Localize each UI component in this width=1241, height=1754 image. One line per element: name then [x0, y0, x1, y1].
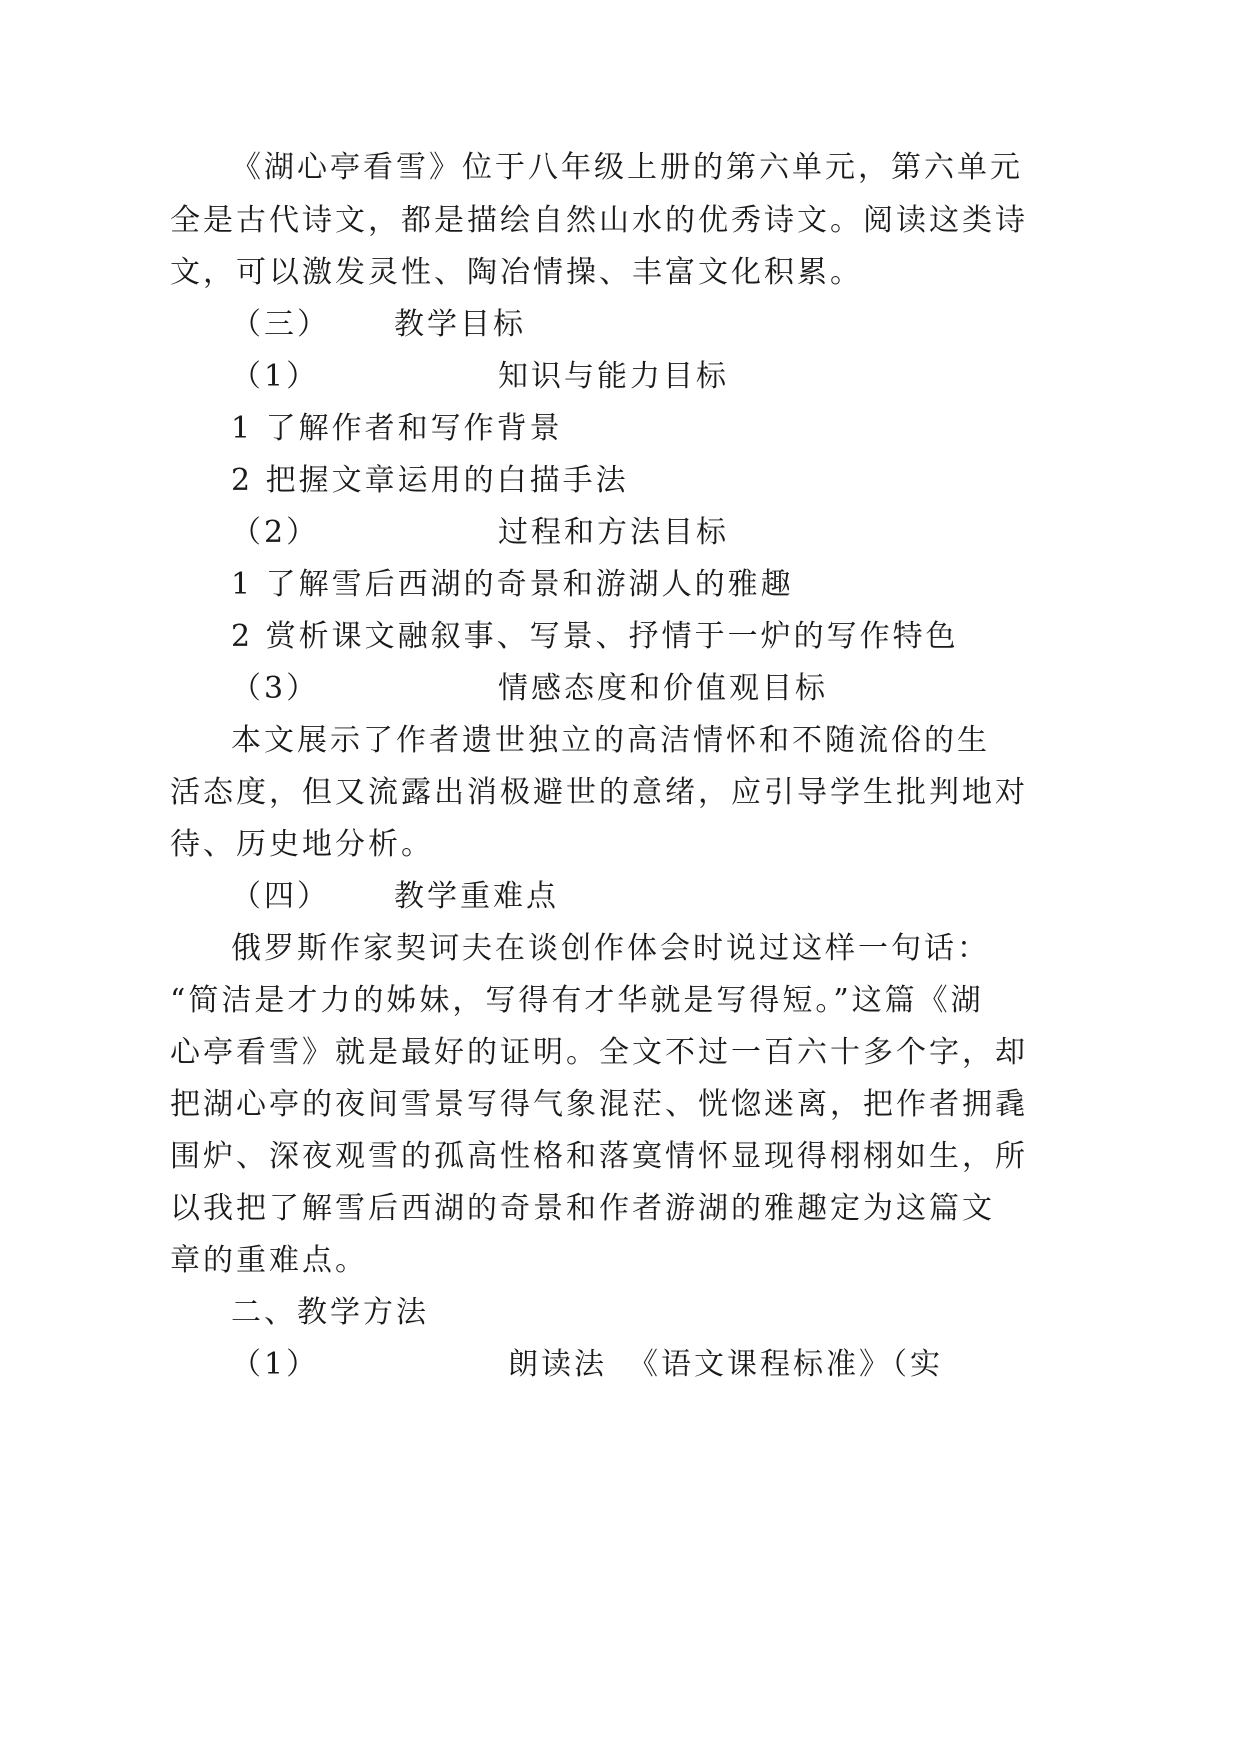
paragraph-1-line-2: 全是古代诗文，都是描绘自然山水的优秀诗文。阅读这类诗 [170, 203, 1028, 238]
paragraph-2-line-2: 活态度，但又流露出消极避世的意绪，应引导学生批判地对 [170, 775, 1028, 810]
paragraph-3-line-5: 围炉、深夜观雪的孤高性格和落寞情怀显现得栩栩如生，所 [170, 1139, 1028, 1174]
paragraph-3-line-3: 心亭看雪》就是最好的证明。全文不过一百六十多个字，却 [170, 1035, 1028, 1070]
section-3-number: （三） [231, 307, 330, 342]
subsection-1-number: （1） [231, 359, 320, 394]
paragraph-3-line-1: 俄罗斯作家契诃夫在谈创作体会时说过这样一句话： [231, 931, 990, 966]
section-4-number: （四） [231, 879, 330, 914]
section-heading-teaching-method: 二、教学方法 [231, 1295, 429, 1330]
paragraph-2-line-1: 本文展示了作者遗世独立的高洁情怀和不随流俗的生 [231, 723, 990, 758]
paragraph-1-line-3: 文，可以激发灵性、陶冶情操、丰富文化积累。 [170, 255, 863, 290]
method-1-text: 《语文课程标准》（实 [628, 1347, 943, 1382]
section-4-title: 教学重难点 [394, 879, 559, 914]
list-item-1-2: 2 把握文章运用的白描手法 [231, 463, 629, 498]
paragraph-3-line-4: 把湖心亭的夜间雪景写得气象混茫、恍惚迷离，把作者拥毳 [170, 1087, 1028, 1122]
subsection-1-title: 知识与能力目标 [498, 359, 729, 394]
paragraph-2-line-3: 待、历史地分析。 [170, 827, 434, 862]
subsection-2-number: （2） [231, 515, 320, 550]
paragraph-3-line-2: “简洁是才力的姊妹，写得有才华就是写得短。”这篇《湖 [170, 983, 984, 1018]
paragraph-3-line-7: 章的重难点。 [170, 1243, 368, 1278]
subsection-3-number: （3） [231, 671, 320, 706]
paragraph-1-line-1: 《湖心亭看雪》位于八年级上册的第六单元，第六单元 [231, 150, 1023, 185]
method-1-number: （1） [231, 1347, 320, 1382]
section-3-title: 教学目标 [394, 307, 526, 342]
subsection-3-title: 情感态度和价值观目标 [498, 671, 828, 706]
list-item-1-1: 1 了解作者和写作背景 [231, 411, 563, 446]
list-item-2-1: 1 了解雪后西湖的奇景和游湖人的雅趣 [231, 567, 794, 602]
list-item-2-2: 2 赏析课文融叙事、写景、抒情于一炉的写作特色 [231, 619, 959, 654]
subsection-2-title: 过程和方法目标 [498, 515, 729, 550]
method-1-title: 朗读法 [508, 1347, 607, 1382]
paragraph-3-line-6: 以我把了解雪后西湖的奇景和作者游湖的雅趣定为这篇文 [170, 1191, 995, 1226]
